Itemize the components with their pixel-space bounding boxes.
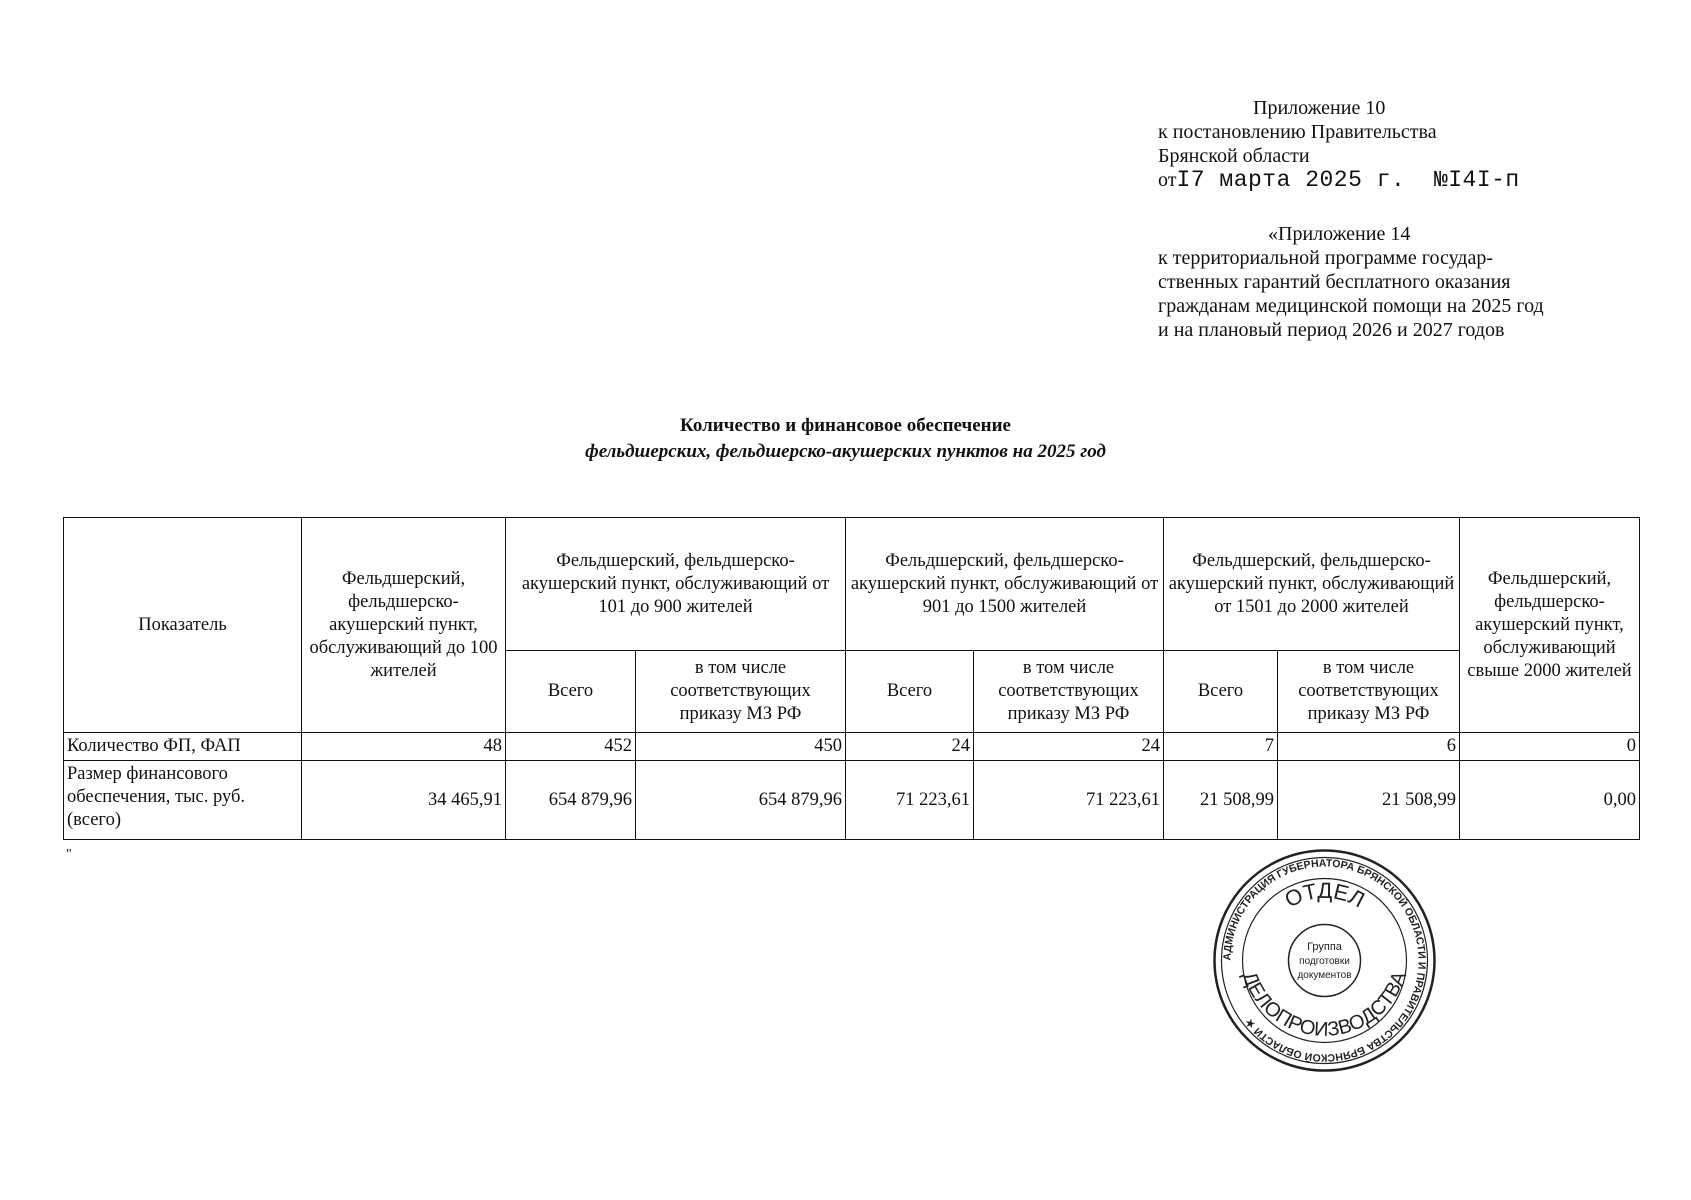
table-cell: 452 <box>506 733 636 761</box>
attachment-14-title: «Приложение 14 <box>1268 223 1411 245</box>
subheader-total: Всего <box>846 651 974 733</box>
subheader-incl: в том числе соответствующих приказу МЗ РФ <box>636 651 846 733</box>
attachment-10-header <box>1158 96 1520 192</box>
table-cell: 0 <box>1460 733 1640 761</box>
table-cell: 7 <box>1164 733 1278 761</box>
date-prefix: от <box>1158 169 1177 191</box>
attachment-14-line5: и на плановый период 2026 и 2027 годов <box>1158 319 1505 341</box>
stamp-center-line2: подготовки <box>1299 956 1350 967</box>
row-label: Размер финансового обеспечения, тыс. руб. (всего) <box>64 761 302 840</box>
stamp-bottom-word: ДЕЛОПРОИЗВОДСТВА <box>1237 968 1412 1042</box>
row-label: Количество ФП, ФАП <box>64 733 302 761</box>
stamp-center-line3: документов <box>1297 970 1352 981</box>
table-cell: 24 <box>974 733 1164 761</box>
subheader-total: Всего <box>1164 651 1278 733</box>
table-cell: 48 <box>302 733 506 761</box>
table-cell: 654 879,96 <box>636 761 846 840</box>
stamp-center-line1: Группа <box>1307 941 1342 953</box>
header-1501-2000: Фельдшерский, фельдшерско-акушерский пункт, обслуживающий от 1501 до 2000 жителей <box>1164 518 1460 651</box>
subheader-total: Всего <box>506 651 636 733</box>
table-cell: 654 879,96 <box>506 761 636 840</box>
header-901-1500: Фельдшерский, фельдшерско-акушерский пункт, обслуживающий от 901 до 1500 жителей <box>846 518 1164 651</box>
table-cell: 34 465,91 <box>302 761 506 840</box>
header-upto100: Фельдшерский, фельдшерско-акушерский пункт, обслуживающий до 100 жителей <box>302 518 506 733</box>
stamp-outer-text: АДМИНИСТРАЦИЯ ГУБЕРНАТОРА БРЯНСКОЙ ОБЛАСТИ И ПРАВИТЕЛЬСТВА БРЯНСКОЙ ОБЛАСТИ ★ <box>1221 857 1428 1064</box>
title-line2: фельдшерских, фельдшерско-акушерских пунктов на 2025 год <box>585 441 1106 462</box>
table-cell: 71 223,61 <box>846 761 974 840</box>
subheader-incl: в том числе соответствующих приказу МЗ РФ <box>1278 651 1460 733</box>
table-row <box>64 761 1640 840</box>
attachment-14-header <box>1158 222 1544 342</box>
table-cell: 21 508,99 <box>1164 761 1278 840</box>
table-cell: 24 <box>846 733 974 761</box>
subheader-incl: в том числе соответствующих приказу МЗ РФ <box>974 651 1164 733</box>
attachment-14-line4: гражданам медицинской помощи на 2025 год <box>1158 295 1544 317</box>
registration-line <box>1158 168 1520 192</box>
date-number: I7 марта 2025 г. №I4I-п <box>1176 167 1520 193</box>
table-cell: 21 508,99 <box>1278 761 1460 840</box>
header-indicator: Показатель <box>64 518 302 733</box>
title-line1: Количество и финансовое обеспечение <box>680 415 1011 436</box>
table-row <box>64 733 1640 761</box>
table-cell: 0,00 <box>1460 761 1640 840</box>
attachment-10-line2: к постановлению Правительства <box>1158 121 1437 143</box>
closing-quote: " <box>66 847 72 862</box>
header-over2000: Фельдшерский, фельдшерско-акушерский пункт, обслуживающий свыше 2000 жителей <box>1460 518 1640 733</box>
table-cell: 71 223,61 <box>974 761 1164 840</box>
fap-table <box>63 517 1640 840</box>
table-cell: 6 <box>1278 733 1460 761</box>
stamp-top-word: ОТДЕЛ <box>1280 877 1369 913</box>
attachment-10-title: Приложение 10 <box>1253 97 1386 119</box>
attachment-14-line3: ственных гарантий бесплатного оказания <box>1158 271 1511 293</box>
table-cell: 450 <box>636 733 846 761</box>
attachment-10-line3: Брянской области <box>1158 145 1310 167</box>
attachment-14-line2: к территориальной программе государ- <box>1158 247 1494 269</box>
header-101-900: Фельдшерский, фельдшерско-акушерский пункт, обслуживающий от 101 до 900 жителей <box>506 518 846 651</box>
office-stamp <box>1212 848 1437 1073</box>
document-title <box>0 413 1691 465</box>
